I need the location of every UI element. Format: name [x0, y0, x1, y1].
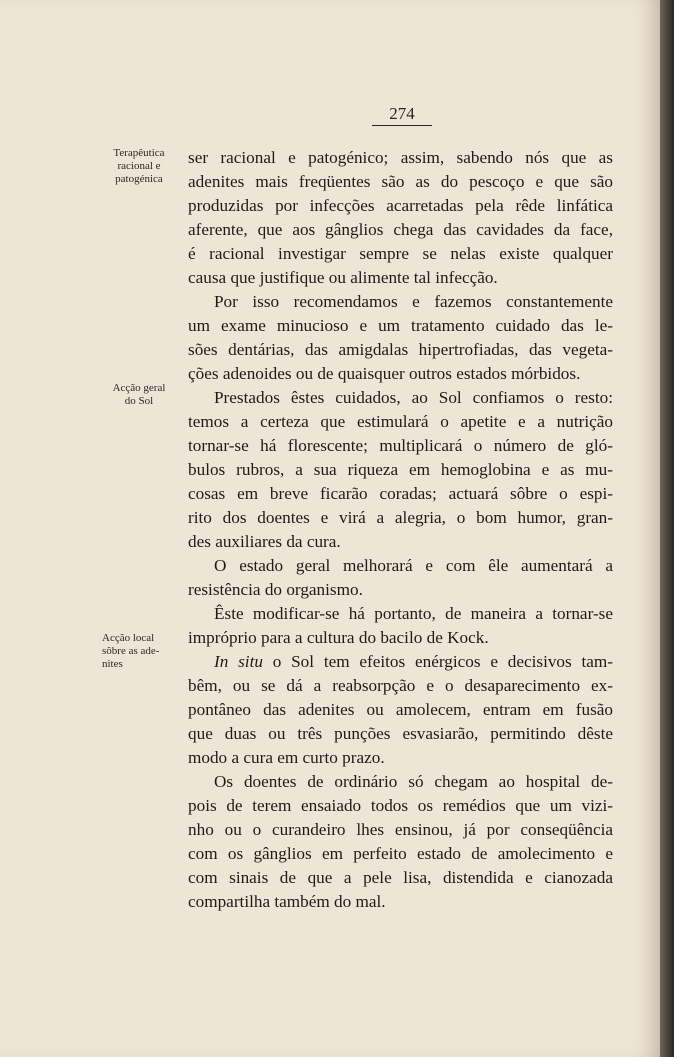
page-edge	[660, 0, 674, 1057]
margin-note-accao-geral	[100, 382, 178, 408]
text-line	[188, 626, 613, 650]
text-line	[188, 482, 613, 506]
text-line-content: com os gânglios em perfeito estado de amolecimento e	[188, 844, 613, 863]
text-line	[188, 146, 613, 170]
text-line	[188, 218, 613, 242]
text-line-content: rito dos doentes e virá a alegria, o bom humor, gran-	[188, 508, 613, 527]
text-line	[188, 410, 613, 434]
text-line-content: nho ou o curandeiro lhes ensinou, já por conseqüência	[188, 820, 613, 839]
margin-note-line: patogénica	[115, 173, 163, 185]
text-line-content: produzidas por infecções acarretadas pela rêde linfática	[188, 196, 613, 215]
text-line-content: ser racional e patogénico; assim, sabendo nós que as	[188, 148, 613, 167]
text-line	[188, 650, 613, 674]
text-line	[188, 722, 613, 746]
text-line	[188, 866, 613, 890]
text-line	[188, 746, 613, 770]
text-line-content: bêm, ou se dá a reabsorpção e o desaparecimento ex-	[188, 676, 613, 695]
text-line-content: que duas ou três punções esvasiarão, permitindo dêste	[188, 724, 613, 743]
text-line	[188, 890, 613, 914]
text-line-content: resistência do organismo.	[188, 580, 363, 599]
text-line	[188, 362, 613, 386]
text-line-content: pois de terem ensaiado todos os remédios que um vizi-	[188, 796, 613, 815]
text-line-content: adenites mais freqüentes são as do pescoço e que são	[188, 172, 613, 191]
text-line-content: Por isso recomendamos e fazemos constantemente	[214, 292, 613, 311]
text-line-content: compartilha também do mal.	[188, 892, 386, 911]
text-line	[188, 314, 613, 338]
text-line-content: cosas em breve ficarão coradas; actuará sôbre o espi-	[188, 484, 613, 503]
text-line	[188, 194, 613, 218]
text-line-content: o Sol tem efeitos enérgicos e decisivos tam-	[262, 652, 614, 671]
text-line-content: um exame minucioso e um tratamento cuidado das le-	[188, 316, 613, 335]
text-line	[188, 170, 613, 194]
text-line	[188, 434, 613, 458]
text-line-content: com sinais de que a pele lisa, distendida e cianozada	[188, 868, 613, 887]
text-line-content: aferente, que aos gânglios chega das cavidades da face,	[188, 220, 613, 239]
text-line	[188, 290, 613, 314]
text-line-content: ções adenoides ou de quaisquer outros estados mórbidos.	[188, 364, 581, 383]
text-line	[188, 578, 613, 602]
text-line-content: modo a cura em curto prazo.	[188, 748, 385, 767]
text-line-content: Os doentes de ordinário só chegam ao hospital de-	[214, 772, 613, 791]
margin-note-line: Acção geral	[112, 382, 166, 394]
text-line	[188, 602, 613, 626]
text-line-content: causa que justifique ou alimente tal infecção.	[188, 268, 498, 287]
text-line	[188, 266, 613, 290]
text-line-content: impróprio para a cultura do bacilo de Kock.	[188, 628, 489, 647]
margin-note-line: Terapêutica	[113, 147, 165, 159]
text-line	[188, 386, 613, 410]
text-line-content: temos a certeza que estimulará o apetite e a nutrição	[188, 412, 613, 431]
text-line	[188, 674, 613, 698]
margin-note-line: sôbre as ade-	[102, 645, 160, 657]
text-line	[188, 842, 613, 866]
margin-note-line: do Sol	[124, 395, 154, 407]
text-line-content: tornar-se há florescente; multiplicará o número de gló-	[188, 436, 613, 455]
text-line-content: Êste modificar-se há portanto, de maneira a tornar-se	[214, 604, 613, 623]
text-line-content: Prestados êstes cuidados, ao Sol confiamos o resto:	[214, 388, 613, 407]
text-line	[188, 794, 613, 818]
italic-phrase: In situ	[214, 652, 263, 671]
text-line	[188, 338, 613, 362]
margin-note-terapeutica	[100, 147, 178, 186]
text-line-content: des auxiliares da cura.	[188, 532, 341, 551]
text-line	[188, 530, 613, 554]
text-line-content: sões dentárias, das amigdalas hipertrofiadas, das vegeta-	[188, 340, 613, 359]
text-line	[188, 242, 613, 266]
margin-note-line: racional e	[117, 160, 161, 172]
text-line	[188, 458, 613, 482]
text-line-content: O estado geral melhorará e com êle aumentará a	[214, 556, 613, 575]
body-text	[188, 146, 613, 914]
text-line-content: é racional investigar sempre se nelas existe qualquer	[188, 244, 613, 263]
text-line	[188, 554, 613, 578]
page-number: 274	[372, 104, 432, 126]
text-line-content: bulos rubros, a sua riqueza em hemoglobina e as mu-	[188, 460, 613, 479]
text-line	[188, 818, 613, 842]
margin-note-line: Acção local	[102, 632, 155, 644]
margin-note-line: nites	[102, 658, 123, 670]
text-line-content: pontâneo das adenites ou amolecem, entram em fusão	[188, 700, 613, 719]
margin-note-accao-local	[94, 632, 178, 671]
text-line	[188, 698, 613, 722]
text-line	[188, 770, 613, 794]
text-line	[188, 506, 613, 530]
